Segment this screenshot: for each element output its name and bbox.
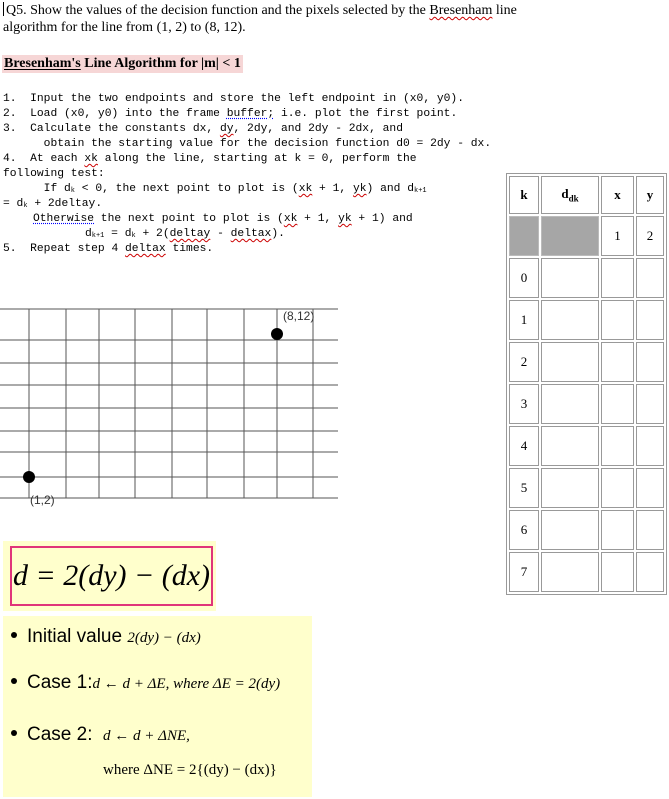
formula-box [3, 541, 216, 611]
question-prefix: Q5. Show the values of the decision function and the pixels selected by the [6, 3, 430, 18]
cell-x [601, 300, 634, 340]
cell-x [601, 342, 634, 382]
if-text-3: < 0, the next point to plot is ( [75, 183, 299, 195]
end-point-label: (8,12) [283, 309, 315, 323]
bresenham-word: Bresenham [429, 3, 493, 18]
question-line-2: algorithm for the line from (1, 2) to (8, 12). [3, 20, 246, 35]
update-deltax: deltax [230, 228, 272, 240]
step-4-cont [3, 167, 105, 182]
update-7: - [210, 228, 231, 240]
case1-label: Case 1: [27, 672, 93, 693]
grid-svg [0, 300, 340, 515]
header-x [601, 176, 634, 214]
cell-y [636, 300, 664, 340]
initial-label: Initial value [27, 626, 128, 647]
header-k [509, 176, 539, 214]
table-row [509, 342, 664, 382]
if-yk: yk [352, 183, 367, 195]
cell-x [601, 426, 634, 466]
cell-dk [541, 258, 599, 298]
otherwise-text-4: + 1, [297, 213, 339, 225]
otherwise-text-6: + 1) and [351, 213, 413, 225]
table-row [509, 552, 664, 592]
case1-math: d ← d + ΔE, where ΔE = 2(dy) [92, 676, 281, 692]
if-sub-k1: k+1 [414, 187, 427, 195]
cell-x [601, 510, 634, 550]
otherwise-yk: yk [338, 213, 352, 225]
cell-dk [541, 426, 599, 466]
header-k-text: k [520, 187, 528, 202]
if-text-7: ) and d [366, 183, 414, 195]
initial-math: 2(dy) − (dx) [127, 630, 201, 646]
cell-k: 5 [509, 468, 539, 508]
question-suffix: line [492, 3, 517, 18]
cell-y [636, 552, 664, 592]
pixel-grid-plot [0, 300, 340, 515]
cell-x [601, 384, 634, 424]
step-5-text-c: times. [165, 243, 214, 255]
cell-dk-initial [541, 216, 599, 256]
step-2 [3, 107, 457, 122]
step-2-buffer: buffer; [226, 108, 275, 120]
cell-k-initial [509, 216, 539, 256]
step-4-otherwise [33, 212, 413, 227]
cell-y [636, 468, 664, 508]
update-1: d [85, 228, 92, 240]
step-3-cont [3, 137, 491, 152]
text-cursor [3, 2, 4, 16]
case2-label: Case 2: [27, 724, 93, 745]
cell-y-initial-text: 2 [646, 228, 654, 243]
cell-dk [541, 342, 599, 382]
table-body [509, 258, 664, 592]
if-text-1: If d [3, 183, 71, 195]
step-2-text-c: i.e. plot the first point. [274, 108, 458, 120]
cell-k: 6 [509, 510, 539, 550]
cell-y [636, 510, 664, 550]
cell-y [636, 342, 664, 382]
otherwise-text-2: the next point to plot is ( [94, 213, 284, 225]
header-x-text: x [614, 187, 621, 202]
case-initial [11, 626, 201, 648]
cell-dk [541, 468, 599, 508]
if-xk: xk [298, 183, 313, 195]
cell-dk [541, 552, 599, 592]
step-5 [3, 242, 213, 257]
update-9: ). [271, 228, 285, 240]
bullet-icon [11, 730, 17, 736]
case2-math: d ← d + ΔNE, [103, 728, 190, 744]
step-4-text-d: following test: [3, 168, 105, 180]
header-dk: $d_{dk}$ [541, 176, 599, 214]
question-line-1 [3, 2, 603, 19]
table-row [509, 426, 664, 466]
cases-box [3, 616, 312, 797]
cell-k: 4 [509, 426, 539, 466]
table-row-initial [509, 216, 664, 256]
if-text-5: + 1, [312, 183, 353, 195]
cell-dk [541, 510, 599, 550]
decision-table [506, 173, 667, 595]
table-row [509, 384, 664, 424]
bullet-icon [11, 632, 17, 638]
step-3-text-a: 3. Calculate the constants dx, [3, 123, 220, 135]
heading-rest: Line Algorithm for |m| < 1 [80, 56, 241, 71]
step-4-xk: xk [84, 153, 98, 165]
cell-x-initial-text: 1 [614, 228, 621, 243]
step-3 [3, 122, 403, 137]
cell-y [636, 426, 664, 466]
case-2 [11, 724, 190, 746]
update-5: + 2( [135, 228, 170, 240]
cell-y-initial [636, 216, 664, 256]
step-1-text: 1. Input the two endpoints and store the left endpoint in (x0, y0). [3, 93, 464, 105]
step-1 [3, 92, 464, 107]
update-deltay: deltay [169, 228, 211, 240]
start-point-dot [23, 471, 35, 483]
question-text [3, 2, 603, 36]
step-4 [3, 152, 417, 167]
cell-k: 2 [509, 342, 539, 382]
update-3: = d [104, 228, 132, 240]
step-2-text-a: 2. Load (x0, y0) into the frame [3, 108, 227, 120]
case-1 [11, 672, 280, 694]
step-4-text-a: 4. At each [3, 153, 85, 165]
if-sub-k: k [70, 187, 75, 195]
cell-x-initial [601, 216, 634, 256]
case-2-where [103, 758, 277, 780]
cell-y [636, 258, 664, 298]
start-point-label: (1,2) [30, 493, 55, 507]
if-cont-3: + 2deltay. [27, 198, 103, 210]
bullet-icon [11, 678, 17, 684]
table-row [509, 510, 664, 550]
cell-k: 0 [509, 258, 539, 298]
end-point-dot [271, 328, 283, 340]
algorithm-heading [2, 55, 243, 73]
otherwise-xk: xk [283, 213, 298, 225]
step-3-dy: dy [219, 123, 234, 135]
header-y-text: y [646, 187, 654, 202]
step-3-text-d: obtain the starting value for the decision function d0 = 2dy - dx. [3, 138, 492, 150]
table-row [509, 468, 664, 508]
cell-k: 7 [509, 552, 539, 592]
cell-x [601, 468, 634, 508]
heading-bresenham: Bresenham's [4, 56, 81, 71]
cell-k: 3 [509, 384, 539, 424]
update-sub-k1: k+1 [91, 232, 105, 240]
if-cont-sub: k [23, 202, 28, 210]
step-5-deltax: deltax [125, 243, 166, 255]
if-cont-1: = d [3, 198, 24, 210]
table-row [509, 300, 664, 340]
header-y [636, 176, 664, 214]
cell-dk [541, 384, 599, 424]
header-dk-text: dk [568, 193, 579, 204]
case2-where: where ΔNE = 2{(dy) − (dx)} [103, 762, 277, 778]
decision-formula: d = 2(dy) − (dx) [10, 546, 213, 606]
table-header-row [509, 176, 664, 214]
table-row [509, 258, 664, 298]
step-5-text-a: 5. Repeat step 4 [3, 243, 126, 255]
update-sub-k: k [131, 232, 136, 240]
cell-dk [541, 300, 599, 340]
cell-x [601, 552, 634, 592]
cell-k: 1 [509, 300, 539, 340]
otherwise-word: Otherwise [33, 213, 95, 225]
step-4-text-c: along the line, starting at k = 0, perform the [97, 153, 417, 165]
step-3-text-c: , 2dy, and 2dy - 2dx, and [233, 123, 403, 135]
cell-x [601, 258, 634, 298]
cell-y [636, 384, 664, 424]
